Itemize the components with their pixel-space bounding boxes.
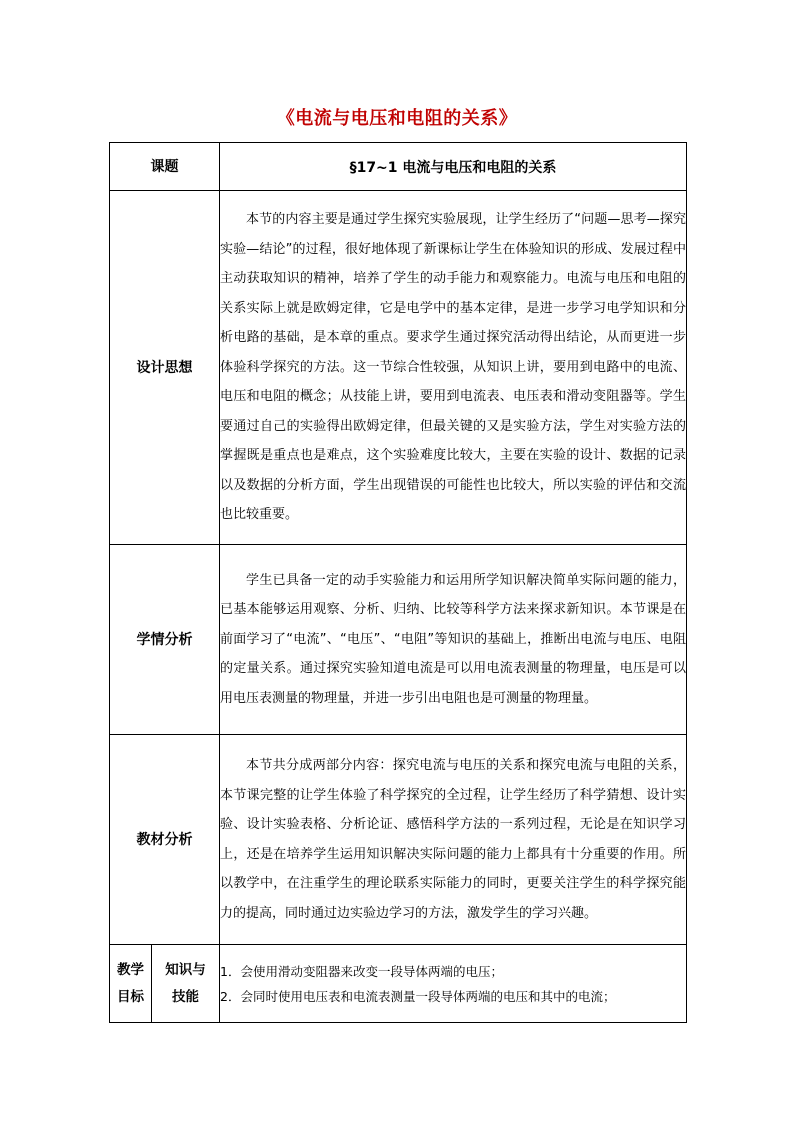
lesson-plan-table <box>109 142 687 1023</box>
knowledge-skills-label <box>152 945 220 1023</box>
student-analysis-text: 学生已具备一定的动手实验能力和运用所学知识解决简单实际问题的能力，已基本能够运用观察、分析、归纳、比较等科学方法来探求新知识。本节课是在前面学习了“电流”、“电压”、“电阻”等知识的基础上，推断出电流与电压、电阻的定量关系。通过探究实验知道电流是可以用电流表测量的物理量，电压是可以用电压表测量的物理量，并进一步引出电阻也是可测量的物理量。 <box>220 545 687 735</box>
textbook-analysis-text: 本节共分成两部分内容：探究电流与电压的关系和探究电流与电阻的关系，本节课完整的让学生体验了科学探究的全过程，让学生经历了科学猜想、设计实验、设计实验表格、分析论证、感悟科学方法的一系列过程，无论是在知识学习上，还是在培养学生运用知识解决实际问题的能力上都具有十分重要的作用。所以教学中，在注重学生的理论联系实际能力的同时，更要关注学生的科学探究能力的提高，同时通过边实验边学习的方法，激发学生的学习兴趣。 <box>220 735 687 945</box>
document-title: 《电流与电压和电阻的关系》 <box>276 108 518 129</box>
knowledge-skills-line1: 知识与 <box>165 961 206 978</box>
design-text: 本节的内容主要是通过学生探究实验展现，让学生经历了“问题—思考—探究实验—结论”的过程，很好地体现了新课标让学生在体验知识的形成、发展过程中主动获取知识的精神，培养了学生的动手能力和观察能力。电流与电压和电阻的关系实际上就是欧姆定律，它是电学中的基本定律，是进一步学习电学知识和分析电路的基础，是本章的重点。要求学生通过探究活动得出结论，从而更进一步体验科学探究的方法。这一节综合性较强，从知识上讲，要用到电路中的电流、电压和电阻的概念；从技能上讲，要用到电流表、电压表和滑动变阻器等。学生要通过自己的实验得出欧姆定律，但最关键的又是实验方法，学生对实验方法的掌握既是重点也是难点，这个实验难度比较大，主要在实验的设计、数据的记录以及数据的分析方面，学生出现错误的可能性也比较大，所以实验的评估和交流也比较重要。 <box>220 191 687 545</box>
topic-value: §17~1 电流与电压和电阻的关系 <box>220 143 687 191</box>
goals-label-line2: 目标 <box>117 988 144 1005</box>
student-analysis-row <box>110 545 687 735</box>
knowledge-skills-line2: 技能 <box>172 988 199 1005</box>
goals-label-line1: 教学 <box>117 961 144 978</box>
design-label: 设计思想 <box>110 191 220 545</box>
topic-label: 课题 <box>110 143 220 191</box>
topic-row <box>110 143 687 191</box>
goals-label <box>110 945 152 1023</box>
goal-item-1: 1．会使用滑动变阻器来改变一段导体两端的电压； <box>220 963 503 979</box>
textbook-analysis-row <box>110 735 687 945</box>
goals-row <box>110 945 687 1023</box>
textbook-analysis-label: 教材分析 <box>110 735 220 945</box>
goals-list <box>220 945 687 1023</box>
design-row <box>110 191 687 545</box>
goal-item-2: 2．会同时使用电压表和电流表测量一段导体两端的电压和其中的电流； <box>220 988 616 1004</box>
student-analysis-label: 学情分析 <box>110 545 220 735</box>
